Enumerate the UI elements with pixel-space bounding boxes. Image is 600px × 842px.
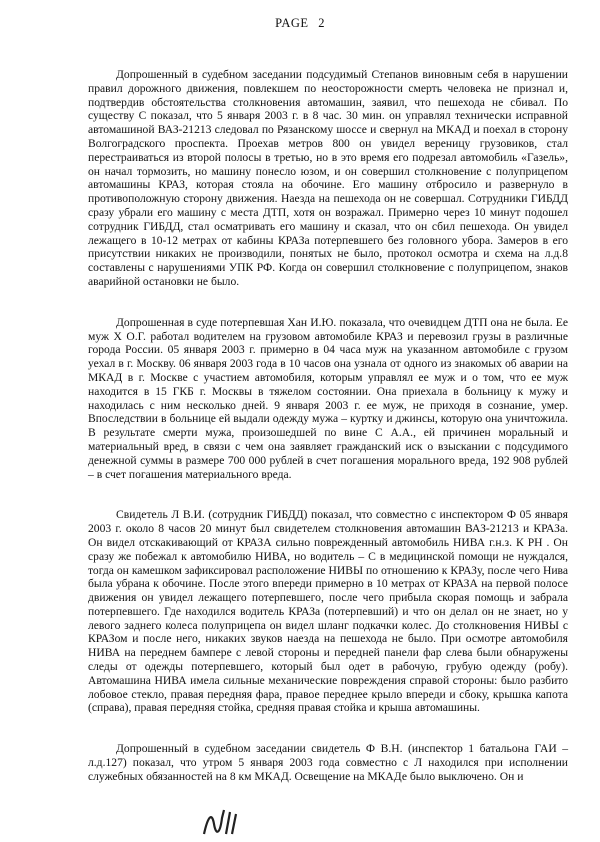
document-body	[88, 68, 568, 784]
page-number: 2	[318, 16, 325, 30]
paragraph-victim-testimony: Допрошенная в суде потерпевшая Хан И.Ю. показала, что очевидцем ДТП она не была. Ее муж Х О.Г. работал водителем на грузовом автомобиле КРАЗ и перевозил грузы в различные города России. 05 января 2003 г. примерно в 04 часа муж на указанном автомобиле с грузом уехал в г. Москву. 06 января 2003 года в 10 часов она узнала от одного из знакомых об аварии на МКАД в г. Москве с участием автомобиля, которым управлял ее муж и о том, что ее муж находится в 15 ГКБ г. Москвы в тяжелом состоянии. Она приехала в больницу к мужу и находилась с ним несколько дней. 9 января 2003 г. ее муж, не приходя в сознание, умер. Впоследствии в больнице ей выдали одежду мужа – куртку и джинсы, которую она уничтожила. В результате смерти мужа, произошедшей по вине С А.А., ей причинен моральный и материальный вред, в связи с чем она заявляет гражданский иск о взыскании с подсудимого денежной суммы в размере 700 000 рублей в счет погашения морального вреда, 192 908 рублей – в счет погашения материального вреда.	[88, 315, 568, 481]
handwritten-signature	[200, 806, 240, 842]
signature-mark-icon	[200, 806, 240, 836]
page-label: PAGE	[275, 16, 309, 30]
paragraph-defendant-testimony: Допрошенный в судебном заседании подсудимый Степанов виновным себя в нарушении правил дорожного движения, повлекшем по неосторожности смерть человека не признал и, подтвердив обстоятельства столкновения автомашин, заявил, что пешехода не сбивал. По существу С показал, что 5 января 2003 г. в 8 час. 30 мин. он управлял технически исправной автомашиной ВАЗ-21213 следовал по Рязанскому шоссе и свернул на МКАД и поехал в сторону Волгоградского проспекта. Проехав метров 800 он увидел вереницу грузовиков, стал перестраиваться из второй полосы в третью, но в это время его подрезал автомобиль «Газель», он начал тормозить, но машину понесло юзом, и он совершил столкновение с полуприцепом автомашины КРАЗ, которая стояла на обочине. Его машину отбросило и развернуло в противоположную сторону движения. Наезда на пешехода он не совершал. Сотрудники ГИБДД сразу убрали его машину с места ДТП, хотя он возражал. Примерно через 10 минут подошел сотрудник ГИБДД, стал осматривать его машину и сказал, что он сбил пешехода. Он увидел лежащего в 10-12 метрах от кабины КРАЗа потерпевшего без головного убора. Замеров в его присутствии никаких не производили, понятых не было, протокол осмотра и схема на л.д.8 составлены с нарушениями УПК РФ. Когда он совершил столкновение с полуприцепом, знаков аварийной остановки не было.	[88, 68, 568, 288]
paragraph-witness-f-testimony: Допрошенный в судебном заседании свидетель Ф В.Н. (инспектор 1 батальона ГАИ – л.д.127) показал, что утром 5 января 2003 года совместно с Л находился при исполнении служебных обязанностей на 8 км МКАД. Освещение на МКАДе было выключено. Он и	[88, 742, 568, 783]
page-header	[0, 16, 600, 31]
paragraph-witness-l-testimony: Свидетель Л В.И. (сотрудник ГИБДД) показал, что совместно с инспектором Ф 05 января 2003 г. около 8 часов 20 минут был свидетелем столкновения автомашин ВАЗ-21213 и КРАЗа. Он видел отскакивающий от КРАЗА сильно поврежденный автомобиль НИВА г.н.з. К РН . Он сразу же побежал к автомобилю НИВА, но водитель – С в медицинской помощи не нуждался, тогда он камешком зафиксировал расположение НИВЫ по отношению к КРАЗу, после чего Нива была убрана к обочине. После этого впереди примерно в 10 метрах от КРАЗА на первой полосе движения он увидел лежащего потерпевшего, после чего прибыла скорая помощь и забрала потерпевшего. Где находился водитель КРАЗа (потерпевший) и что он делал он не знает, но у левого заднего колеса полуприцепа он видел шланг подкачки колес. До столкновения НИВЫ с КРАЗом и после него, никаких звуков наезда на пешехода не было. При осмотре автомобиля НИВА на переднем бампере с левой стороны и передней панели фар слева были обнаружены следы от одежды потерпевшего, который был одет в рабочую, грубую одежду (робу). Автомашина НИВА имела сильные механические повреждения справой стороны: было разбито лобовое стекло, правая передняя фара, правое переднее крыло впереди и сбоку, крышка капота (справа), правая передняя стойка, средняя правая стойка и крыша автомашины.	[88, 508, 568, 715]
